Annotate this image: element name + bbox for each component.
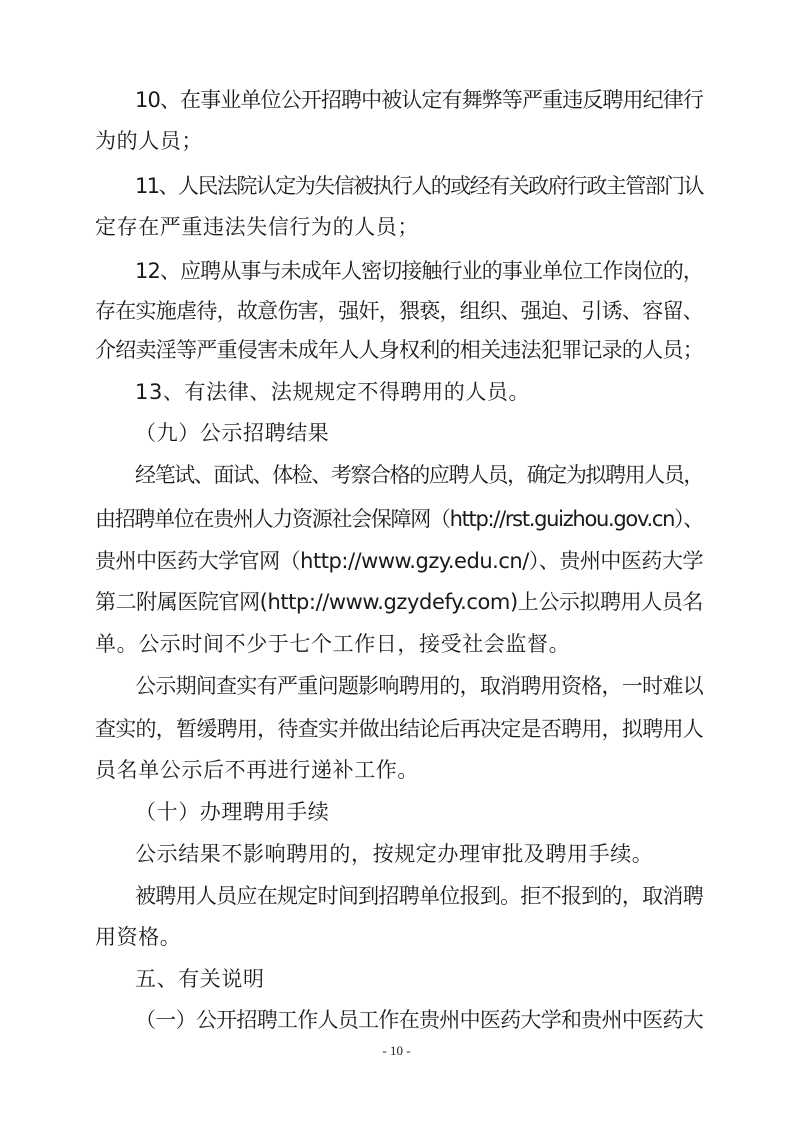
paragraph-line: 13、有法律、法规规定不得聘用的人员。 (135, 380, 531, 404)
paragraph-line: 由招聘单位在贵州人力资源社会保障网（http://rst.guizhou.gov.cn）、 (95, 507, 703, 531)
paragraph-line: 公示期间查实有严重问题影响聘用的，取消聘用资格，一时难以 (135, 674, 703, 698)
page-number: - 10 - (382, 1043, 411, 1058)
paragraph-line: 公示结果不影响聘用的，按规定办理审批及聘用手续。 (135, 842, 654, 866)
section-heading: （一）公开招聘工作人员工作在贵州中医药大学和贵州中医药大 (135, 1008, 703, 1032)
paragraph-line: 介绍卖淫等严重侵害未成年人人身权利的相关违法犯罪记录的人员； (95, 338, 703, 362)
section-heading: （十）办理聘用手续 (135, 800, 330, 824)
paragraph-line: 员名单公示后不再进行递补工作。 (95, 758, 419, 782)
paragraph-line: 第二附属医院官网(http://www.gzydefy.com)上公示拟聘用人员名 (95, 590, 703, 614)
paragraph-line: 为的人员； (95, 129, 203, 153)
section-heading: 五、有关说明 (135, 967, 265, 991)
paragraph-line: 12、应聘从事与未成年人密切接触行业的事业单位工作岗位的， (135, 259, 703, 283)
paragraph-line: 单。公示时间不少于七个工作日，接受社会监督。 (95, 632, 571, 656)
paragraph-line: 贵州中医药大学官网（http://www.gzy.edu.cn/）、贵州中医药大学 (95, 549, 703, 573)
paragraph-line: 11、人民法院认定为失信被执行人的或经有关政府行政主管部门认 (135, 174, 703, 198)
section-heading: （九）公示招聘结果 (135, 421, 330, 445)
paragraph-line: 存在实施虐待，故意伤害，强奸，猥亵，组织、强迫、引诱、容留、 (95, 299, 703, 323)
paragraph-line: 经笔试、面试、体检、考察合格的应聘人员，确定为拟聘用人员， (135, 463, 703, 487)
paragraph-line: 定存在严重违法失信行为的人员； (95, 215, 419, 239)
paragraph-line: 查实的，暂缓聘用，待查实并做出结论后再决定是否聘用，拟聘用人 (95, 717, 703, 741)
paragraph-line: 10、在事业单位公开招聘中被认定有舞弊等严重违反聘用纪律行 (135, 88, 703, 112)
paragraph-line: 被聘用人员应在规定时间到招聘单位报到。拒不报到的，取消聘 (135, 884, 703, 908)
paragraph-line: 用资格。 (95, 925, 182, 949)
